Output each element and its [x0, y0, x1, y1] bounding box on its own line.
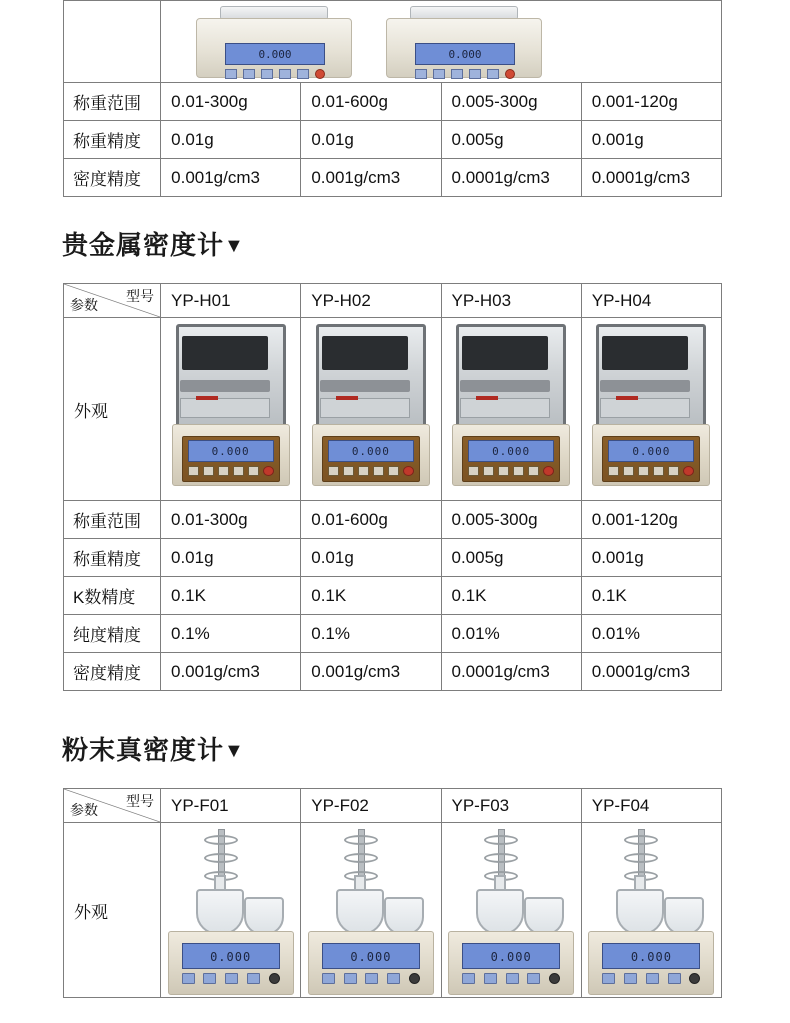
row-label: 称重范围: [64, 501, 161, 539]
power-key-icon: [403, 466, 414, 476]
cell-value: 0.0001g/cm3: [581, 653, 721, 691]
corner-param-label: 参数: [70, 297, 98, 314]
chamber-tray: [460, 398, 550, 418]
row-label: 外观: [64, 318, 161, 501]
keypad: [468, 466, 554, 478]
key-icon: [462, 973, 475, 984]
top-table-corner-cell: [64, 1, 161, 82]
cell-value: 0.001-120g: [581, 83, 721, 121]
ring-icon: [344, 835, 378, 845]
lcd-display: 0.000: [188, 440, 274, 462]
key-icon: [247, 973, 260, 984]
cell-value: 0.005g: [441, 539, 581, 577]
chamber-tray: [320, 398, 410, 418]
cell-value: 0.001g: [581, 121, 721, 159]
key-icon: [203, 466, 214, 476]
ring-icon: [624, 853, 658, 863]
power-key-icon: [549, 973, 560, 984]
key-icon: [624, 973, 637, 984]
cell-value: 0.01g: [301, 539, 441, 577]
cell-value: 0.1K: [441, 577, 581, 615]
key-icon: [248, 466, 259, 476]
section-heading-powder-density: [0, 735, 790, 766]
keypad: [182, 973, 280, 985]
keypad: [188, 466, 274, 478]
chamber-shelf: [320, 380, 410, 392]
table-row-appearance: [64, 318, 722, 501]
row-label: 称重精度: [64, 539, 161, 577]
chevron-down-icon: ▼: [224, 740, 245, 763]
balance-illustration: [196, 4, 352, 82]
model-header: YP-H04: [581, 284, 721, 318]
red-marker-icon: [336, 396, 358, 400]
powder-density-meter-illustration: [448, 827, 574, 997]
model-header: YP-H03: [441, 284, 581, 318]
row-label: 纯度精度: [64, 615, 161, 653]
power-key-icon: [269, 973, 280, 984]
cell-value: 0.01-300g: [161, 501, 301, 539]
corner-param-label: 参数: [70, 802, 98, 819]
chamber-window: [602, 336, 688, 370]
key-icon: [623, 466, 634, 476]
lcd-display: 0.000: [608, 440, 694, 462]
powder-density-meter-illustration: [588, 827, 714, 997]
row-label: K数精度: [64, 577, 161, 615]
chamber-tray: [180, 398, 270, 418]
chamber-tray: [600, 398, 690, 418]
glass-flask: [336, 889, 384, 935]
density-meter-illustration: [172, 324, 290, 492]
power-key-icon: [683, 466, 694, 476]
key-icon: [203, 973, 216, 984]
key-icon: [527, 973, 540, 984]
key-icon: [388, 466, 399, 476]
density-meter-illustration: [452, 324, 570, 492]
density-meter-illustration: [592, 324, 710, 492]
cell-value: 0.1K: [161, 577, 301, 615]
keypad: [322, 973, 420, 985]
keypad: [602, 973, 700, 985]
table-row: [64, 501, 722, 539]
cell-value: 0.001g/cm3: [301, 159, 441, 197]
cell-value: 0.01g: [161, 121, 301, 159]
cell-value: 0.01-600g: [301, 501, 441, 539]
ring-icon: [484, 853, 518, 863]
key-icon: [602, 973, 615, 984]
glass-flask: [476, 889, 524, 935]
top-spec-table: [63, 82, 722, 197]
lcd-display: 0.000: [182, 943, 280, 969]
product-image-cell: [441, 823, 581, 998]
cell-value: 0.001-120g: [581, 501, 721, 539]
key-icon: [243, 69, 255, 79]
chamber-window: [462, 336, 548, 370]
table-row: [64, 653, 722, 691]
key-icon: [358, 466, 369, 476]
cell-value: 0.1%: [301, 615, 441, 653]
power-key-icon: [543, 466, 554, 476]
model-header: YP-H02: [301, 284, 441, 318]
key-icon: [484, 973, 497, 984]
product-image-cell: [441, 318, 581, 501]
table-row: [64, 615, 722, 653]
key-icon: [498, 466, 509, 476]
cell-value: 0.001g: [581, 539, 721, 577]
key-icon: [297, 69, 309, 79]
product-image-cell: [301, 318, 441, 501]
cell-value: 0.0001g/cm3: [441, 159, 581, 197]
row-label: 密度精度: [64, 159, 161, 197]
glass-flask: [244, 897, 284, 935]
key-icon: [343, 466, 354, 476]
key-icon: [513, 466, 524, 476]
cell-value: 0.01g: [161, 539, 301, 577]
cell-value: 0.0001g/cm3: [581, 159, 721, 197]
balance-keypad: [225, 69, 325, 80]
key-icon: [322, 973, 335, 984]
top-table-image-cells: [63, 0, 722, 82]
cell-value: 0.01-300g: [161, 83, 301, 121]
ring-icon: [344, 853, 378, 863]
model-header: YP-H01: [161, 284, 301, 318]
chamber-shelf: [460, 380, 550, 392]
key-icon: [279, 69, 291, 79]
glass-flask: [196, 889, 244, 935]
table-corner-header: [64, 789, 161, 823]
precious-metal-spec-table: [63, 283, 722, 691]
lcd-display: 0.000: [328, 440, 414, 462]
key-icon: [487, 69, 499, 79]
key-icon: [233, 466, 244, 476]
corner-model-label: 型号: [126, 288, 154, 305]
power-key-icon: [315, 69, 325, 79]
ring-icon: [484, 835, 518, 845]
glass-flask: [664, 897, 704, 935]
key-icon: [646, 973, 659, 984]
product-image-cell: [161, 823, 301, 998]
product-image-cell: [161, 318, 301, 501]
key-icon: [373, 466, 384, 476]
product-image-cell: [161, 1, 721, 82]
table-row-appearance: [64, 823, 722, 998]
keypad: [462, 973, 560, 985]
product-image-cell: [581, 318, 721, 501]
cell-value: 0.005-300g: [441, 83, 581, 121]
power-key-icon: [689, 973, 700, 984]
model-header: YP-F01: [161, 789, 301, 823]
keypad: [608, 466, 694, 478]
key-icon: [218, 466, 229, 476]
balance-keypad: [415, 69, 515, 80]
chevron-down-icon: ▼: [224, 235, 245, 257]
model-header: YP-F04: [581, 789, 721, 823]
power-key-icon: [263, 466, 274, 476]
powder-density-spec-table: [63, 788, 722, 998]
table-row: [64, 159, 722, 197]
key-icon: [365, 973, 378, 984]
cell-value: 0.01%: [441, 615, 581, 653]
table-row: [64, 577, 722, 615]
section-title: 粉末真密度计: [62, 735, 225, 766]
section-title: 贵金属密度计: [62, 230, 225, 260]
table-row: [64, 121, 722, 159]
power-key-icon: [505, 69, 515, 79]
cell-value: 0.1%: [161, 615, 301, 653]
balance-illustration: [386, 4, 542, 82]
cell-value: 0.001g/cm3: [161, 653, 301, 691]
key-icon: [483, 466, 494, 476]
key-icon: [468, 466, 479, 476]
model-header: YP-F03: [441, 789, 581, 823]
section-heading-precious-metal: [0, 230, 790, 261]
red-marker-icon: [616, 396, 638, 400]
key-icon: [506, 973, 519, 984]
key-icon: [608, 466, 619, 476]
key-icon: [451, 69, 463, 79]
corner-model-label: 型号: [126, 793, 154, 810]
balance-body: [196, 18, 352, 78]
cell-value: 0.01-600g: [301, 83, 441, 121]
key-icon: [328, 466, 339, 476]
row-label: 密度精度: [64, 653, 161, 691]
balance-display: 0.000: [415, 43, 515, 65]
balance-body: [386, 18, 542, 78]
lcd-display: 0.000: [468, 440, 554, 462]
lcd-display: 0.000: [462, 943, 560, 969]
lcd-display: 0.000: [322, 943, 420, 969]
key-icon: [668, 973, 681, 984]
red-marker-icon: [476, 396, 498, 400]
density-meter-illustration: [312, 324, 430, 492]
cell-value: 0.01%: [581, 615, 721, 653]
keypad: [328, 466, 414, 478]
glass-flask: [524, 897, 564, 935]
red-marker-icon: [196, 396, 218, 400]
key-icon: [182, 973, 195, 984]
ring-icon: [204, 835, 238, 845]
key-icon: [344, 973, 357, 984]
top-table-image-row: [0, 0, 790, 82]
powder-density-meter-illustration: [168, 827, 294, 997]
row-label: 外观: [64, 823, 161, 998]
table-header-row: [64, 284, 722, 318]
key-icon: [225, 973, 238, 984]
ring-icon: [624, 835, 658, 845]
lcd-display: 0.000: [602, 943, 700, 969]
cell-value: 0.001g/cm3: [161, 159, 301, 197]
key-icon: [469, 69, 481, 79]
powder-density-meter-illustration: [308, 827, 434, 997]
balance-display: 0.000: [225, 43, 325, 65]
product-image-cell: [581, 823, 721, 998]
cell-value: 0.001g/cm3: [301, 653, 441, 691]
product-image-cell: [301, 823, 441, 998]
cell-value: 0.1K: [301, 577, 441, 615]
table-row: [64, 83, 722, 121]
table-header-row: [64, 789, 722, 823]
key-icon: [415, 69, 427, 79]
chamber-shelf: [180, 380, 270, 392]
cell-value: 0.1K: [581, 577, 721, 615]
key-icon: [638, 466, 649, 476]
chamber-shelf: [600, 380, 690, 392]
key-icon: [188, 466, 199, 476]
cell-value: 0.0001g/cm3: [441, 653, 581, 691]
key-icon: [668, 466, 679, 476]
chamber-window: [182, 336, 268, 370]
key-icon: [653, 466, 664, 476]
key-icon: [225, 69, 237, 79]
ring-icon: [204, 853, 238, 863]
cell-value: 0.01g: [301, 121, 441, 159]
power-key-icon: [409, 973, 420, 984]
cell-value: 0.005-300g: [441, 501, 581, 539]
model-header: YP-F02: [301, 789, 441, 823]
table-row: [64, 539, 722, 577]
row-label: 称重精度: [64, 121, 161, 159]
key-icon: [433, 69, 445, 79]
cell-value: 0.005g: [441, 121, 581, 159]
table-corner-header: [64, 284, 161, 318]
row-label: 称重范围: [64, 83, 161, 121]
glass-flask: [616, 889, 664, 935]
key-icon: [387, 973, 400, 984]
key-icon: [261, 69, 273, 79]
key-icon: [528, 466, 539, 476]
glass-flask: [384, 897, 424, 935]
chamber-window: [322, 336, 408, 370]
